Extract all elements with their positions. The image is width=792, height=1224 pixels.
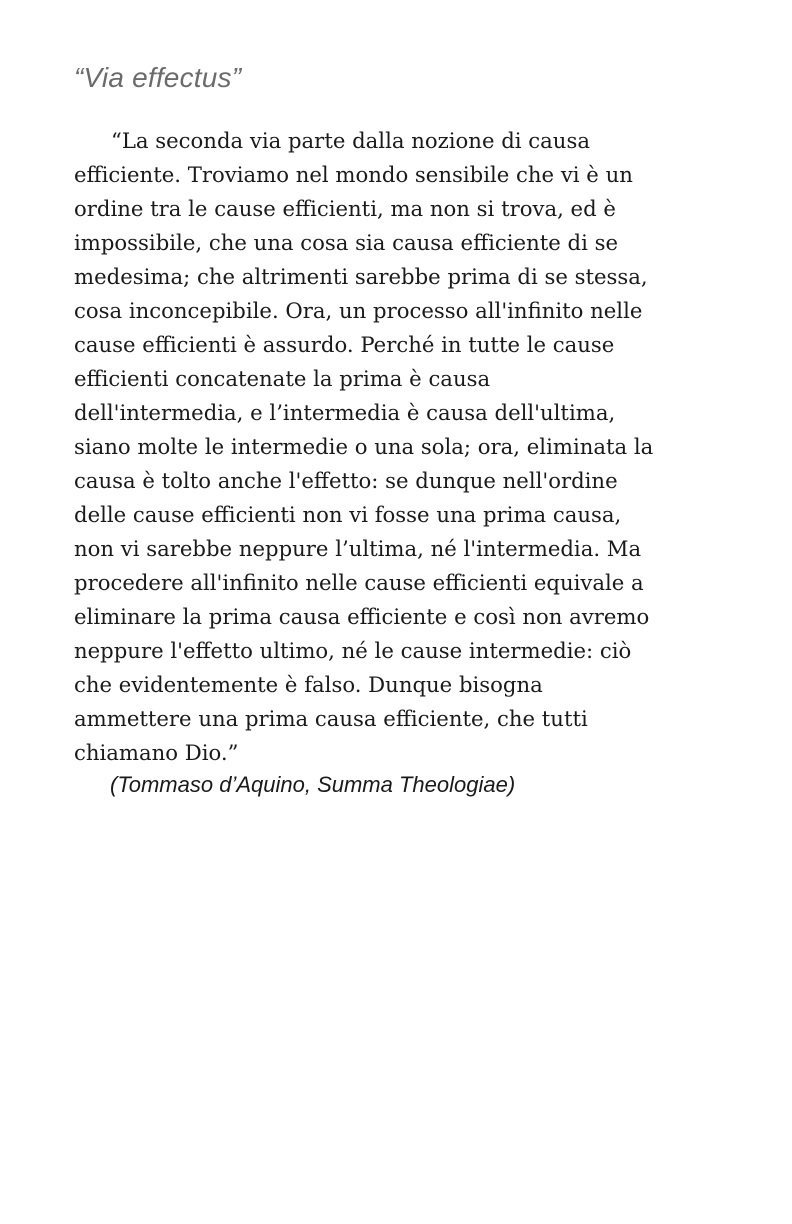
quote-line: non vi sarebbe neppure l’ultima, né l'intermedia. Ma	[74, 536, 642, 561]
quote-line: cosa inconcepibile. Ora, un processo all'infinito nelle	[74, 298, 643, 323]
quote-line: causa è tolto anche l'effetto: se dunque nell'ordine	[74, 468, 618, 493]
quote-line: efficiente. Troviamo nel mondo sensibile che vi è un	[74, 162, 633, 187]
quote-line: siano molte le intermedie o una sola; ora, eliminata la	[74, 434, 654, 459]
quote-line: impossibile, che una cosa sia causa efficiente di se	[74, 230, 619, 255]
source-citation: (Tommaso d’Aquino, Summa Theologiae)	[110, 772, 516, 797]
quote-line: cause efficienti è assurdo. Perché in tutte le cause	[74, 332, 615, 357]
quote-line: efficienti concatenate la prima è causa	[74, 366, 491, 391]
quote-line: che evidentemente è falso. Dunque bisogna	[74, 672, 543, 697]
quote-line: chiamano Dio.”	[74, 740, 239, 765]
quote-line: ammettere una prima causa efficiente, che tutti	[74, 706, 588, 731]
quote-line: neppure l'effetto ultimo, né le cause intermedie: ciò	[74, 638, 632, 663]
quote-line: procedere all'infinito nelle cause efficienti equivale a	[74, 570, 644, 595]
quote-line: dell'intermedia, e l’intermedia è causa dell'ultima,	[74, 400, 616, 425]
quotation-paragraph	[74, 124, 724, 770]
quote-line: medesima; che altrimenti sarebbe prima di se stessa,	[74, 264, 648, 289]
quote-line: “La seconda via parte dalla nozione di causa	[111, 128, 590, 153]
quote-line: ordine tra le cause efficienti, ma non si trova, ed è	[74, 196, 616, 221]
quote-line: eliminare la prima causa efficiente e così non avremo	[74, 604, 650, 629]
quote-line: delle cause efficienti non vi fosse una prima causa,	[74, 502, 622, 527]
section-heading: “Via effectus”	[74, 62, 242, 93]
